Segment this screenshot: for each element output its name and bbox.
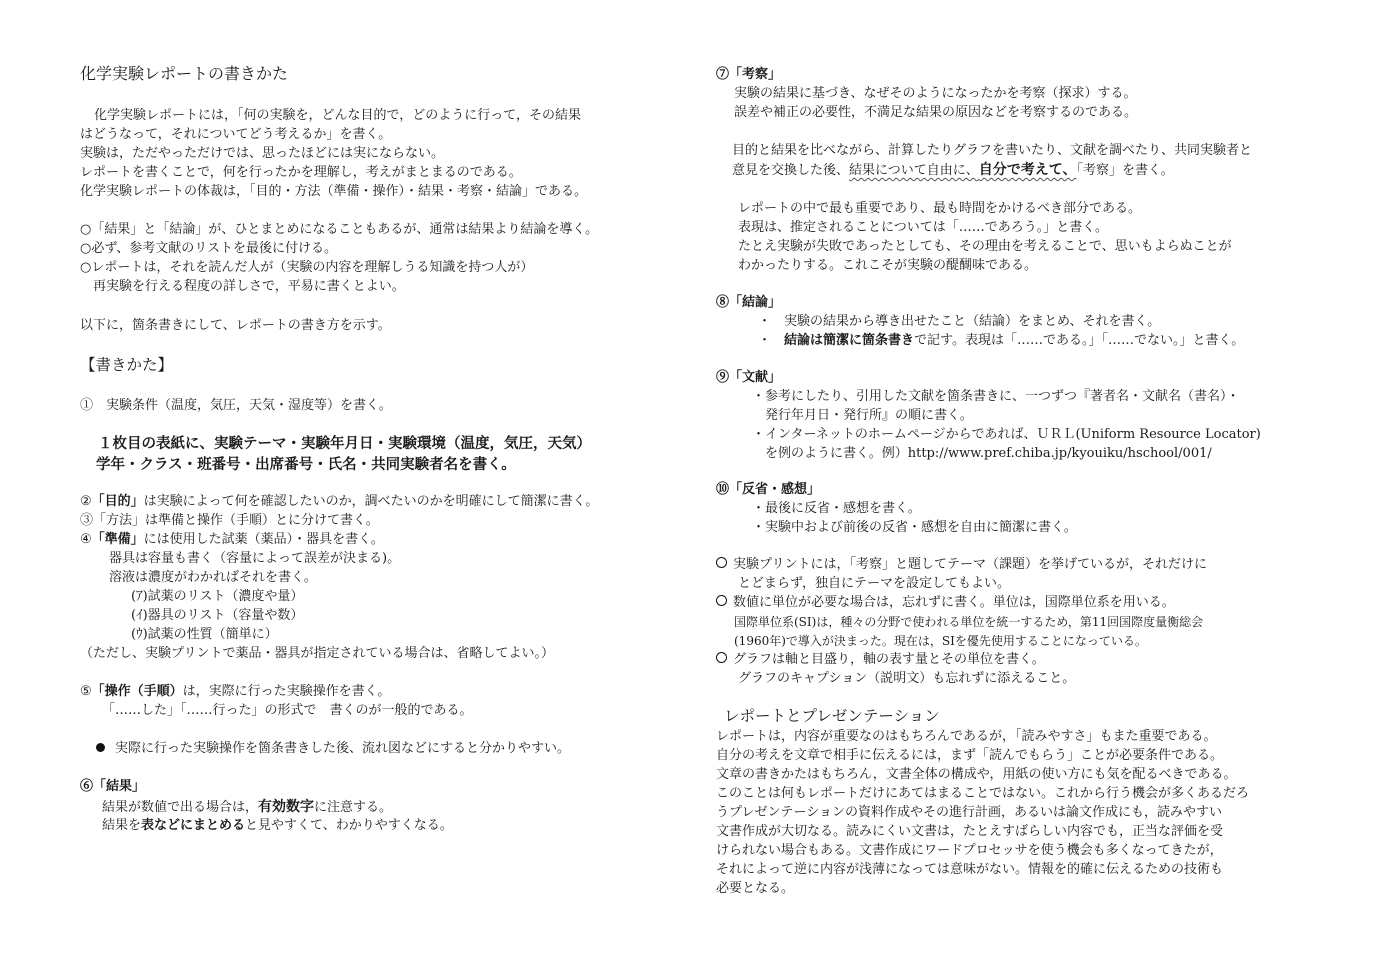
note-text: 数値に単位が必要な場合は，忘れずに書く。単位は，国際単位系を用いる。 <box>733 595 1175 610</box>
emphasis-text: 有効数字 <box>258 799 315 815</box>
step-5 <box>80 684 390 700</box>
intro-line: レポートを書くことで，何を行ったかを理解し，考えがまとまるのである。 <box>80 165 522 180</box>
text-segment: 結果が数値で出る場合は， <box>102 800 259 815</box>
note-line <box>716 595 1175 611</box>
note-line: 再実験を行える程度の詳しさで，平易に書くとよい。 <box>80 279 405 294</box>
step-4-list-item: (ｲ)器具のリスト（容量や数） <box>131 608 304 623</box>
step-2 <box>80 494 598 510</box>
step-8-line: ・ 実験の結果から導き出せたこと（結論）をまとめ、それを書く。 <box>758 314 1161 329</box>
intro-line: はどうなって，それについてどう考えるか」を書く。 <box>80 127 392 142</box>
text-segment: と見やすくて、わかりやすくなる。 <box>245 818 453 833</box>
circle-bullet-icon <box>716 557 727 568</box>
step-key: 「準備」 <box>91 532 144 547</box>
step-10-heading: ⑩「反省・感想」 <box>716 482 821 497</box>
step-7-heading: ⑦「考察」 <box>716 67 782 82</box>
step-7-paragraph: 目的と結果を比べながら、計算したりグラフを書いたり、文献を調べたり、共同実験者と <box>732 143 1253 158</box>
step-7-paragraph <box>732 162 1174 179</box>
step-text: には使用した試薬（薬品）・器具を書く。 <box>143 532 384 547</box>
step-7-note: わかったりする。これこそが実験の醍醐味である。 <box>738 258 1038 273</box>
step-4-note: （ただし、実験プリントで薬品・器具が指定されている場合は、省略してよい。） <box>80 646 554 661</box>
step-6-heading: ⑥「結果」 <box>80 779 146 794</box>
emphasis-text: 表などにまとめる <box>141 818 246 833</box>
step-7-line: 実験の結果に基づき、なぜそのようになったかを考察（探求）する。 <box>734 86 1137 101</box>
presentation-line: 自分の考えを文章で相手に伝えるには，まず「読んでもらう」ことが必要条件である。 <box>716 748 1224 763</box>
text-segment: ・ <box>758 333 772 348</box>
step-9-line: ・参考にしたり、引用した文献を箇条書きに、一つずつ『著者名・文献名（書名）・ <box>752 389 1240 404</box>
lead-text: 以下に，箇条書きにして、レポートの書き方を示す。 <box>80 318 391 333</box>
presentation-line: けられない場合もある。文書作成にワードプロセッサを使う機会も多くなってきたが， <box>716 843 1223 858</box>
section-heading: 【書きかた】 <box>80 356 174 374</box>
bullet-text: 実際に行った実験操作を箇条書きした後、流れ図などにすると分かりやすい。 <box>115 741 571 756</box>
step-7-note: 表現は、推定されることについては「……であろう。」と書く。 <box>738 220 1108 235</box>
step-4-list-item: (ｱ)試薬のリスト（濃度や量） <box>131 589 304 604</box>
step-9-line: 発行年月日・発行所』の順に書く。 <box>752 408 973 423</box>
note-line: ○「結果」と「結論」が、ひとまとめになることもあるが、通常は結果より結論を導く。 <box>80 222 599 237</box>
presentation-line: それによって逆に内容が浅薄になっては意味がない。情報を的確に伝えるための技術も <box>716 862 1224 877</box>
bullet-icon <box>96 743 105 752</box>
note-line <box>716 652 1045 668</box>
step-text: は実験によって何を確認したいのか，調べたいのかを明確にして簡潔に書く。 <box>143 494 599 509</box>
step-7-line: 誤差や補正の必要性，不満足な結果の原因などを考察するのである。 <box>734 105 1138 120</box>
presentation-heading: レポートとプレゼンテーション <box>724 707 940 725</box>
presentation-line: レポートは，内容が重要なのはもちろんであるが，「読みやすさ」もまた重要である。 <box>716 729 1217 744</box>
step-number: ⑤ <box>80 684 92 699</box>
step-7-note: レポートの中で最も重要であり、最も時間をかけるべき部分である。 <box>738 201 1142 216</box>
note-line: とどまらず，独自にテーマを設定してもよい。 <box>738 576 1010 591</box>
text-segment: 結果を <box>102 818 142 833</box>
step-key: 「目的」 <box>91 494 144 509</box>
note-line: ○レポートは，それを読んだ人が（実験の内容を理解しうる知識を持つ人が） <box>80 260 534 275</box>
emphasis-text: 結論は簡潔に箇条書き <box>784 333 915 348</box>
step-6-line <box>102 818 453 834</box>
intro-line: 化学実験レポートの体裁は，「目的・方法（準備・操作）・結果・考察・結論」である。 <box>80 184 588 199</box>
step-8-line <box>758 333 1244 349</box>
step-4-line: 器具は容量も書く（容量によって誤差が決まる)。 <box>109 551 401 566</box>
circle-bullet-icon <box>716 652 727 663</box>
step-7-note: たとえ実験が失敗であったとしても、その理由を考えることで、思いもよらぬことが <box>738 239 1232 254</box>
circle-bullet-icon <box>716 595 727 606</box>
step-1: ① 実験条件（温度，気圧，天気・湿度等）を書く。 <box>80 398 392 413</box>
step-4 <box>80 532 384 548</box>
presentation-line: 文書作成が大切なる。読みにくい文書は，たとえすばらしい内容でも，正当な評価を受 <box>716 824 1224 839</box>
step-text: は，実際に行った実験操作を書く。 <box>182 684 391 699</box>
step-4-list-item: (ｳ)試薬の性質（簡単に） <box>131 627 278 642</box>
intro-line: 化学実験レポートには，「何の実験を，どんな目的で，どのように行って，その結果 <box>94 108 581 123</box>
intro-line: 実験は，ただやっただけでは、思ったほどには実にならない。 <box>80 146 445 161</box>
step-5-line: 「……した」「……行った」の形式で 書くのが一般的である。 <box>102 703 473 718</box>
presentation-line: うプレゼンテーションの資料作成やその進行計画，あるいは論文作成にも，読みやすい <box>716 805 1222 820</box>
step-1-emphasis: １枚目の表紙に、実験テーマ・実験年月日・実験環境（温度，気圧，天気） <box>98 435 591 452</box>
step-6-line <box>102 798 392 817</box>
presentation-line: 文章の書きかたはもちろん，文書全体の構成や，用紙の使い方にも気を配るべきである。 <box>716 767 1237 782</box>
text-segment: 意見を交換した後、 <box>732 163 850 178</box>
step-number: ④ <box>80 532 92 547</box>
step-10-line: ・実験中および前後の反省・感想を自由に簡潔に書く。 <box>752 520 1077 535</box>
step-3: ③「方法」は準備と操作（手順）とに分けて書く。 <box>80 513 379 528</box>
note-text: グラフは軸と目盛り，軸の表す量とその単位を書く。 <box>733 652 1045 667</box>
step-4-line: 溶液は濃度がわかればそれを書く。 <box>109 570 317 585</box>
text-segment: 「考察」を書く。 <box>1076 163 1174 178</box>
step-9-heading: ⑨「文献」 <box>716 370 782 385</box>
note-line: 国際単位系(SI)は，種々の分野で使われる単位を統一するため，第11回国際度量衡総会 <box>734 615 1204 629</box>
note-text: 実験プリントには，「考察」と題してテーマ（課題）を挙げているが，それだけに <box>733 557 1207 572</box>
step-number: ② <box>80 494 92 509</box>
text-segment: に注意する。 <box>314 800 393 815</box>
page-title: 化学実験レポートの書きかた <box>80 64 289 83</box>
step-9-line: を例のように書く。例）http://www.pref.chiba.jp/kyouiku/hschool/001/ <box>752 446 1212 461</box>
step-9-line: ・インターネットのホームページからであれば、ＵＲＬ(Uniform Resource Locator) <box>752 427 1261 442</box>
step-8-heading: ⑧「結論」 <box>716 295 782 310</box>
step-key: 「操作（手順） <box>91 684 183 699</box>
step-10-line: ・最後に反省・感想を書く。 <box>752 501 921 516</box>
presentation-line: 必要となる。 <box>716 881 795 896</box>
underlined-text: 結果について自由に、 <box>849 163 979 178</box>
presentation-line: このことは何もレポートだけにあてはまることではない。これから行う機会が多くあるだろ <box>716 786 1250 801</box>
step-1-emphasis: 学年・クラス・班番号・出席番号・氏名・共同実験者名を書く。 <box>96 456 516 473</box>
note-line: ○必ず、参考文献のリストを最後に付ける。 <box>80 241 338 256</box>
note-line: グラフのキャプション（説明文）も忘れずに添えること。 <box>738 671 1076 686</box>
emphasis-text: 自分で考えて、 <box>978 162 1077 178</box>
text-segment: で記す。表現は「……である。」「……でない。」と書く。 <box>914 333 1245 348</box>
note-line: (1960年)で導入が決まった。現在は，SIを優先使用することになっている。 <box>734 634 1147 648</box>
step-5-bullet <box>96 741 570 757</box>
note-line <box>716 557 1207 573</box>
